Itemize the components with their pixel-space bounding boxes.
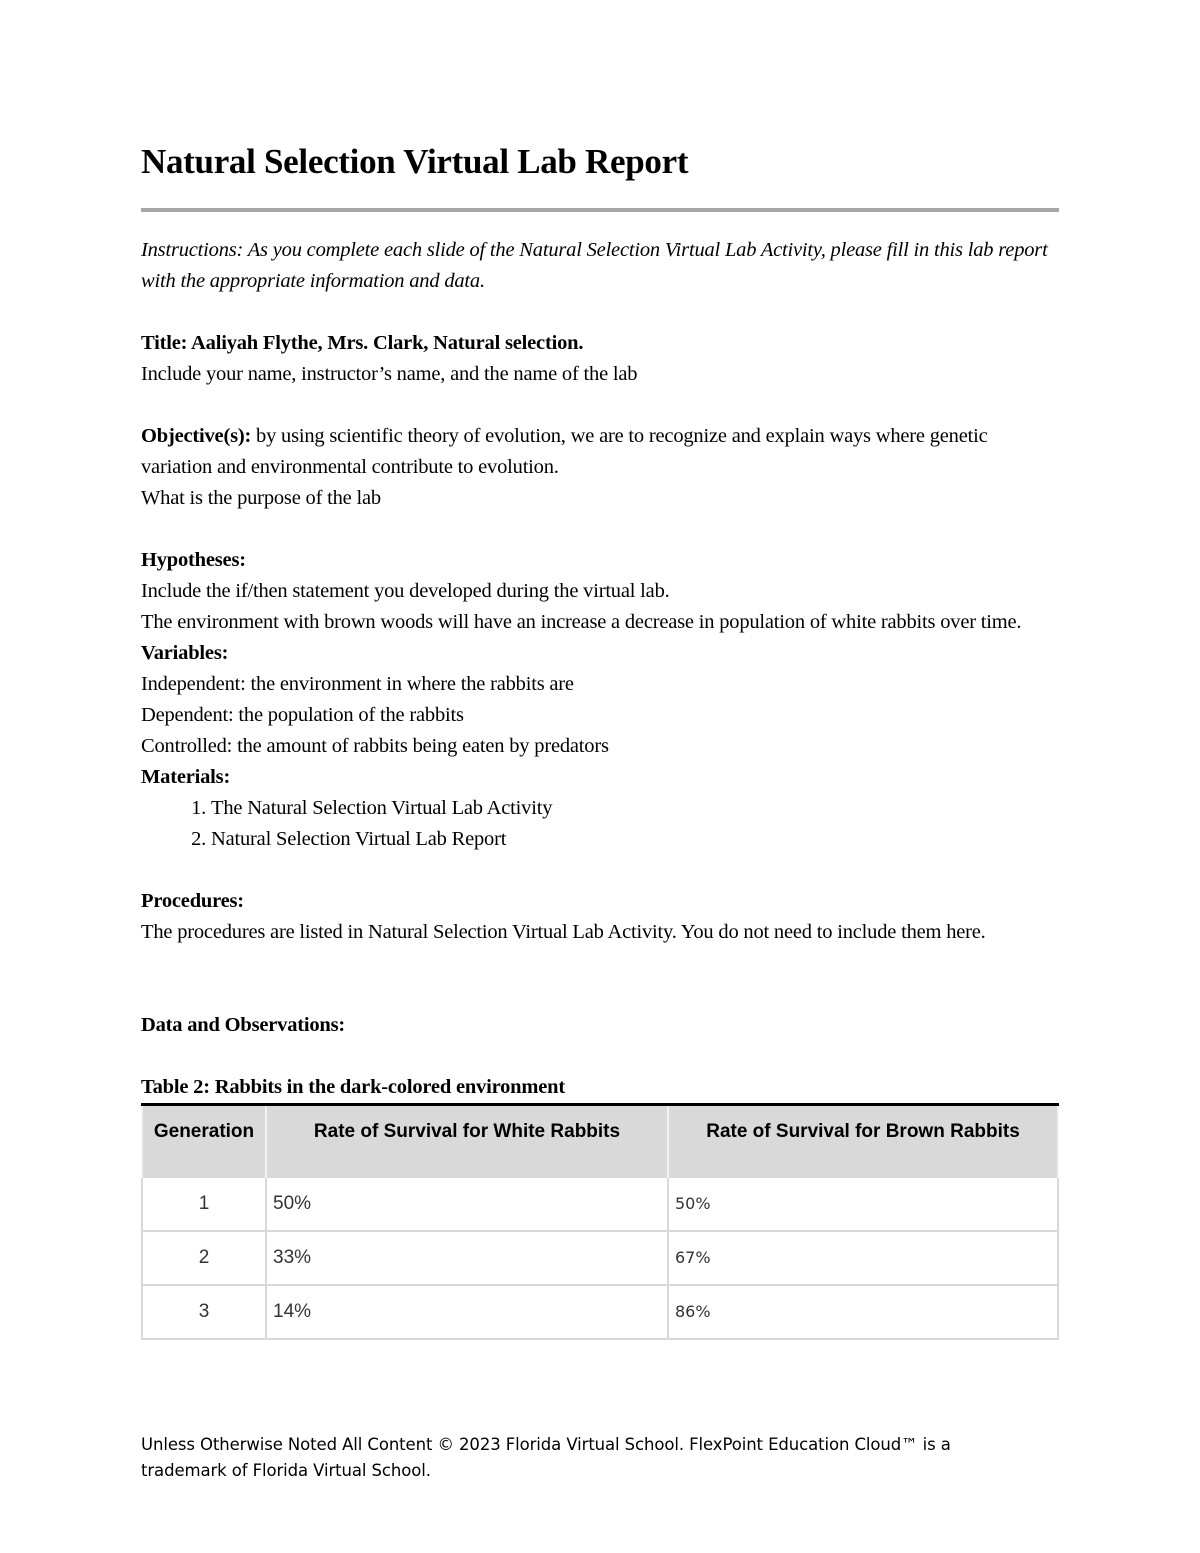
variables-label: Variables: [141, 642, 229, 664]
materials-list [141, 793, 1059, 855]
header-generation: Generation [142, 1105, 266, 1177]
hypotheses-value: The environment with brown woods will have an increase a decrease in population of white rabbits over time. [141, 611, 1022, 633]
table-header-row [142, 1105, 1058, 1177]
hypotheses-hint: Include the if/then statement you developed during the virtual lab. [141, 580, 670, 602]
white-rate-cell: 50% [266, 1177, 668, 1231]
header-brown-rate: Rate of Survival for Brown Rabbits [668, 1105, 1058, 1177]
objective-value: by using scientific theory of evolution, we are to recognize and explain ways where genetic variation and environmental contribute to evolution. [141, 425, 988, 478]
white-rate-cell: 14% [266, 1285, 668, 1339]
controlled-variable: Controlled: the amount of rabbits being eaten by predators [141, 735, 609, 757]
title-divider [141, 208, 1059, 212]
brown-rate-cell: 67% [668, 1231, 1058, 1285]
white-rate-cell: 33% [266, 1231, 668, 1285]
procedures-label: Procedures: [141, 890, 244, 912]
objective-line [141, 421, 1059, 483]
dependent-variable: Dependent: the population of the rabbits [141, 704, 464, 726]
title-value: Aaliyah Flythe, Mrs. Clark, Natural selection. [187, 332, 584, 354]
generation-cell: 2 [142, 1231, 266, 1285]
brown-rate-cell: 50% [668, 1177, 1058, 1231]
materials-item: 2. Natural Selection Virtual Lab Report [211, 824, 1059, 855]
report-body [141, 235, 1059, 1340]
materials-item: 1. The Natural Selection Virtual Lab Activity [211, 793, 1059, 824]
document-title: Natural Selection Virtual Lab Report [141, 142, 689, 181]
procedures-text: The procedures are listed in Natural Selection Virtual Lab Activity. You do not need to include them here. [141, 921, 986, 943]
document-page [141, 0, 1061, 1553]
generation-cell: 1 [142, 1177, 266, 1231]
materials-label: Materials: [141, 766, 231, 788]
objective-hint: What is the purpose of the lab [141, 487, 381, 509]
generation-cell: 3 [142, 1285, 266, 1339]
instructions-text: Instructions: As you complete each slide of the Natural Selection Virtual Lab Activity, please fill in this lab report with the appropriate information and data. [141, 239, 1048, 292]
table-row [142, 1177, 1058, 1231]
data-observations-label: Data and Observations: [141, 1014, 346, 1036]
survival-table [141, 1103, 1059, 1340]
table-row [142, 1231, 1058, 1285]
title-line [141, 328, 1059, 359]
independent-variable: Independent: the environment in where the rabbits are [141, 673, 574, 695]
table-row [142, 1285, 1058, 1339]
objective-label: Objective(s): [141, 425, 252, 447]
title-label: Title: [141, 332, 188, 354]
header-white-rate: Rate of Survival for White Rabbits [266, 1105, 668, 1177]
brown-rate-cell: 86% [668, 1285, 1058, 1339]
hypotheses-label: Hypotheses: [141, 549, 246, 571]
table-caption: Table 2: Rabbits in the dark-colored environment [141, 1076, 565, 1098]
title-hint: Include your name, instructor’s name, and the name of the lab [141, 363, 638, 385]
copyright-footer: Unless Otherwise Noted All Content © 2023 Florida Virtual School. FlexPoint Education Cloud™ is a trademark of Florida Virtual School. [141, 1435, 951, 1480]
